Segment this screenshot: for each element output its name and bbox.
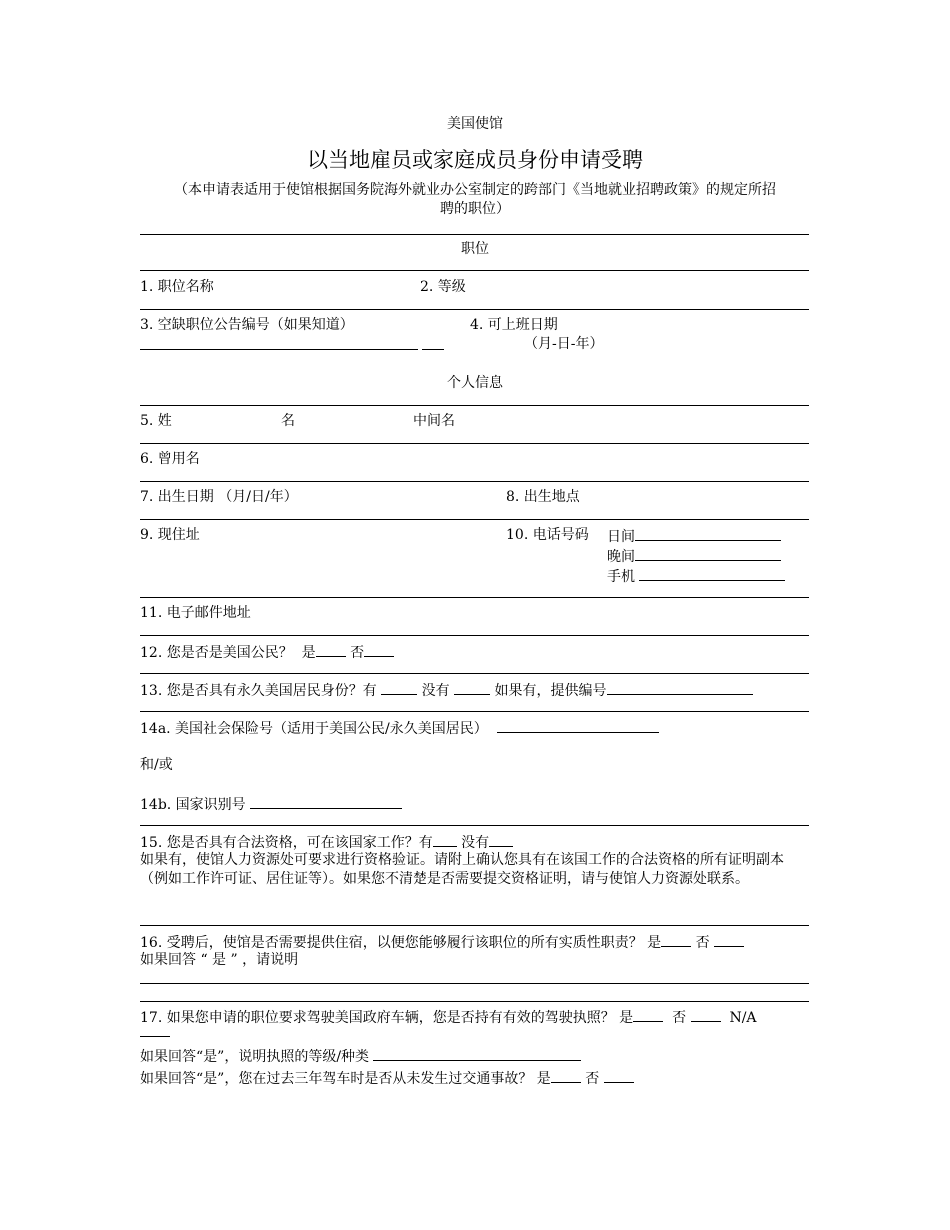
section-position: 职位	[461, 241, 489, 257]
field-position-title[interactable]: 1. 职位名称	[140, 279, 214, 295]
housing-no-blank[interactable]	[714, 932, 744, 947]
phone-day-row[interactable]	[607, 526, 781, 546]
form-subtitle-line2: 聘的职位）	[440, 201, 510, 217]
field-driver-license	[140, 1007, 757, 1027]
phone-evening-label: 晚间	[607, 549, 635, 565]
accident-free-yes-label: 是	[536, 1071, 551, 1087]
work-eligibility-note: 如果有，使馆人力资源处可要求进行资格验证。请附上确认您具有在该国工作的合法资格的所有证明副本（例如工作许可证、居住证等）。如果您不清楚是否需要提交资格证明，请与使馆人力资源处联系。	[140, 852, 784, 887]
field-email[interactable]: 11. 电子邮件地址	[140, 605, 251, 621]
field-work-eligibility	[140, 832, 513, 852]
field-permanent-resident	[140, 680, 753, 700]
divider	[140, 925, 809, 926]
housing-question: 16. 受聘后，使馆是否需要提供住宿，以便您能够履行该职位的所有实质性职责？	[140, 935, 643, 951]
field-first-name[interactable]: 名	[281, 413, 295, 429]
divider	[140, 443, 809, 444]
field-vacancy-number: 3. 空缺职位公告编号（如果知道）	[140, 317, 354, 333]
field-us-citizen	[140, 642, 394, 662]
license-class-label: 如果回答“是”，说明执照的等级/种类	[140, 1049, 370, 1065]
accident-free-question: 如果回答“是”，您在过去三年驾车时是否从未发生过交通事故？	[140, 1071, 533, 1087]
driver-license-no-label: 否	[672, 1010, 687, 1026]
permanent-resident-if-label: 如果有，提供编号	[494, 683, 607, 699]
divider	[140, 481, 809, 482]
driver-license-na-label: N/A	[729, 1010, 757, 1026]
permanent-resident-no-label: 没有	[421, 683, 450, 699]
field-former-name[interactable]: 6. 曾用名	[140, 451, 200, 467]
permanent-resident-yes-blank[interactable]	[381, 680, 417, 695]
divider	[140, 309, 809, 310]
field-accident-free	[140, 1068, 634, 1088]
field-current-address[interactable]: 9. 现住址	[140, 527, 200, 543]
form-subtitle-line1: （本申请表适用于使馆根据国务院海外就业办公室制定的跨部门《当地就业招聘政策》的规定所招	[174, 182, 776, 198]
accident-free-no-label: 否	[585, 1071, 600, 1087]
field-phone: 10. 电话号码	[506, 527, 589, 543]
divider	[140, 270, 809, 271]
permanent-resident-number-blank[interactable]	[607, 680, 753, 695]
housing-yes-label: 是	[647, 935, 662, 951]
divider	[140, 405, 809, 406]
phone-mobile-row[interactable]	[607, 566, 785, 586]
housing-yes-blank[interactable]	[661, 932, 691, 947]
phone-evening-row[interactable]	[607, 546, 781, 566]
divider	[140, 711, 809, 712]
work-eligibility-no-blank[interactable]	[489, 832, 513, 847]
driver-license-yes-blank[interactable]	[633, 1007, 663, 1022]
driver-license-no-blank[interactable]	[691, 1007, 721, 1022]
driver-license-na-blank[interactable]	[140, 1022, 170, 1042]
divider	[140, 597, 809, 598]
field-birth-place[interactable]: 8. 出生地点	[506, 489, 580, 505]
section-personal-info: 个人信息	[447, 375, 503, 391]
phone-day-label: 日间	[607, 529, 635, 545]
driver-license-yes-label: 是	[619, 1010, 634, 1026]
us-ssn-blank[interactable]	[497, 718, 659, 733]
driver-license-question: 17. 如果您申请的职位要求驾驶美国政府车辆，您是否持有有效的驾驶执照？	[140, 1010, 615, 1026]
us-citizen-question: 12. 您是否是美国公民？	[140, 645, 293, 661]
vacancy-number-blank[interactable]	[140, 335, 444, 355]
and-or-text: 和/或	[140, 757, 173, 773]
field-national-id	[140, 794, 402, 814]
embassy-heading: 美国使馆	[447, 116, 503, 132]
us-citizen-no-label: 否	[350, 645, 365, 661]
housing-no-label: 否	[695, 935, 710, 951]
field-birth-date[interactable]: 7. 出生日期 （月/日/年）	[140, 489, 298, 505]
phone-mobile-label: 手机	[607, 569, 635, 585]
divider	[140, 519, 809, 520]
divider	[140, 825, 809, 826]
license-class-blank[interactable]	[373, 1046, 581, 1061]
form-title: 以当地雇员或家庭成员身份申请受聘	[307, 148, 643, 172]
us-citizen-yes-label: 是	[301, 645, 316, 661]
divider	[140, 635, 809, 636]
field-grade[interactable]: 2. 等级	[420, 279, 466, 295]
field-us-ssn	[140, 718, 659, 738]
divider	[140, 673, 809, 674]
field-start-date: 4. 可上班日期	[470, 317, 558, 333]
permanent-resident-question: 13. 您是否具有永久美国居民身份？有	[140, 683, 377, 699]
divider	[140, 983, 809, 984]
us-ssn-label: 14a. 美国社会保险号（适用于美国公民/永久美国居民）	[140, 721, 488, 737]
work-eligibility-no-label: 没有	[461, 835, 490, 851]
housing-explain: 如果回答 “ 是 ” ，请说明	[140, 952, 299, 968]
national-id-blank[interactable]	[250, 794, 402, 809]
field-middle-name[interactable]: 中间名	[413, 413, 455, 429]
field-last-name[interactable]: 5. 姓	[140, 413, 172, 429]
work-eligibility-yes-blank[interactable]	[433, 832, 457, 847]
accident-free-yes-blank[interactable]	[551, 1068, 581, 1083]
national-id-label: 14b. 国家识别号	[140, 797, 246, 813]
us-citizen-no-blank[interactable]	[364, 642, 394, 657]
start-date-format: （月-日-年）	[524, 336, 604, 352]
us-citizen-yes-blank[interactable]	[316, 642, 346, 657]
permanent-resident-no-blank[interactable]	[454, 680, 490, 695]
accident-free-no-blank[interactable]	[604, 1068, 634, 1083]
work-eligibility-question: 15. 您是否具有合法资格，可在该国家工作？有	[140, 835, 433, 851]
divider	[140, 1001, 809, 1002]
divider	[140, 234, 809, 235]
field-housing	[140, 932, 744, 952]
field-license-class	[140, 1046, 581, 1066]
